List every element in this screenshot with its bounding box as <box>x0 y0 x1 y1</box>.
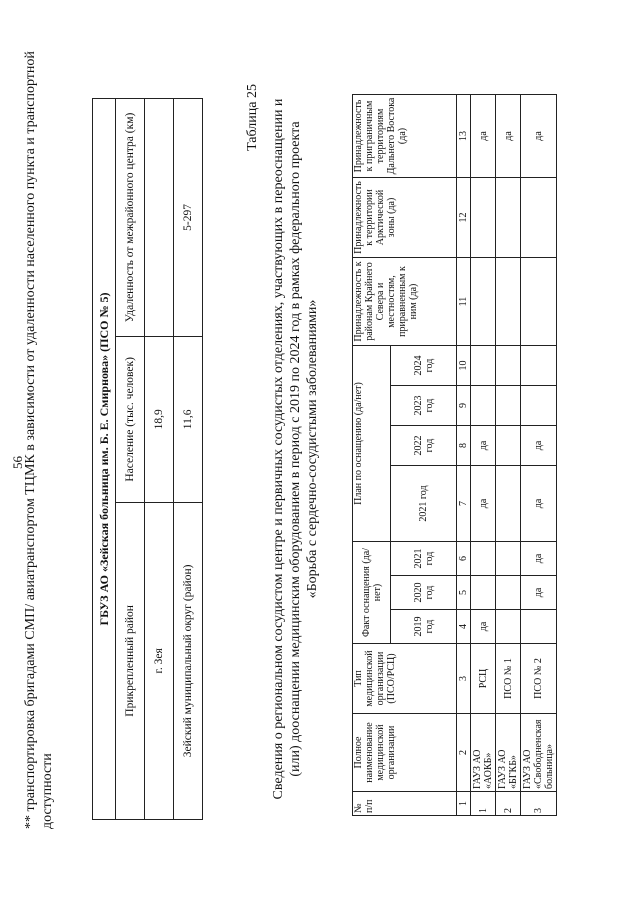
header-year: 2021 год <box>391 466 457 542</box>
row-cell: да <box>471 426 496 466</box>
row-cell: да <box>521 542 557 576</box>
table-label: Таблица 25 <box>245 84 260 151</box>
row-cell <box>496 386 521 426</box>
header-arctic: Принадлежность к территории Арктической зоны (да) <box>353 178 457 258</box>
table-row <box>174 99 203 820</box>
table1-cell: 18,9 <box>145 336 174 502</box>
col-number: 10 <box>457 346 471 386</box>
col-number: 8 <box>457 426 471 466</box>
table1-header-distance: Удаленность от межрайонного центра (км) <box>116 99 145 337</box>
row-cell <box>471 542 496 576</box>
table-row <box>496 95 521 816</box>
row-cell: ГАУЗ АО «БГКБ» <box>496 714 521 792</box>
header-far-north: Принадлежность к районам Крайнего Севера и местностям, приравненным к ним (да) <box>353 258 457 346</box>
header-far-east: Принадлежность к приграничным территориям Дальнего Востока (да) <box>353 95 457 178</box>
row-cell <box>471 178 496 258</box>
row-cell <box>496 466 521 542</box>
table1-cell: 5-297 <box>174 99 203 337</box>
header-fact: Факт оснащения (да/нет) <box>353 542 391 644</box>
row-cell: да <box>496 95 521 178</box>
table1-header-district: Прикрепленный район <box>116 502 145 819</box>
row-cell: да <box>521 426 557 466</box>
col-number: 13 <box>457 95 471 178</box>
row-cell: да <box>471 95 496 178</box>
row-cell <box>471 386 496 426</box>
page-number: 56 <box>10 456 25 469</box>
heading-line-3: «Борьба с сердечно-сосудистыми заболеваниями» <box>305 299 320 599</box>
col-number: 6 <box>457 542 471 576</box>
table1-header-population: Население (тыс. человек) <box>116 336 145 502</box>
row-cell <box>471 346 496 386</box>
col-number: 9 <box>457 386 471 426</box>
table1-cell: 11,6 <box>174 336 203 502</box>
table-row <box>471 95 496 816</box>
row-cell: ПСО № 1 <box>496 644 521 714</box>
col-number: 1 <box>457 792 471 816</box>
table-row <box>145 99 174 820</box>
row-cell <box>521 258 557 346</box>
row-cell: да <box>521 95 557 178</box>
row-cell: ГАУЗ АО «АОКБ» <box>471 714 496 792</box>
col-number: 12 <box>457 178 471 258</box>
heading-line-2: (или) дооснащении медицинским оборудованием в период с 2019 по 2024 год в рамках федерального проекта <box>288 121 303 777</box>
table2-heading <box>270 54 321 844</box>
header-year: 2023 год <box>391 386 457 426</box>
table-zeya-pso5 <box>92 98 203 820</box>
col-number: 4 <box>457 610 471 644</box>
row-cell: 1 <box>471 792 496 816</box>
table1-cell <box>145 99 174 337</box>
row-cell <box>496 258 521 346</box>
heading-line-1: Сведения о региональном сосудистом центре и первичных сосудистых отделениях, участвующих в переоснащении и <box>271 98 286 800</box>
col-number: 7 <box>457 466 471 542</box>
row-cell <box>496 542 521 576</box>
col-number: 3 <box>457 644 471 714</box>
row-cell: ПСО № 2 <box>521 644 557 714</box>
header-year: 2024 год <box>391 346 457 386</box>
table1-title: ГБУЗ АО «Зейская больница им. Б. Е. Смирнова» (ПСО № 5) <box>93 99 116 820</box>
row-cell: ГАУЗ АО «Свободненская больница» <box>521 714 557 792</box>
col-number: 11 <box>457 258 471 346</box>
row-cell <box>496 178 521 258</box>
footnote: ** транспортировка бригадами СМП/ авиатранспортом ТЦМК в зависимости от удаленности населенного пункта и транспортной доступности <box>23 51 55 829</box>
header-org-type: Тип медицинской организации (ПСО/РСЦ) <box>353 644 457 714</box>
table-vascular-centers <box>352 94 557 816</box>
row-cell <box>496 346 521 386</box>
row-cell <box>471 258 496 346</box>
col-number: 2 <box>457 714 471 792</box>
row-cell <box>496 576 521 610</box>
row-cell <box>521 346 557 386</box>
table1-cell: Зейский муниципальный округ (район) <box>174 502 203 819</box>
row-cell <box>471 576 496 610</box>
row-cell: РСЦ <box>471 644 496 714</box>
row-cell: 2 <box>496 792 521 816</box>
row-cell: да <box>521 466 557 542</box>
row-cell <box>521 610 557 644</box>
row-cell <box>496 610 521 644</box>
header-num: № п/п <box>353 792 457 816</box>
header-year: 2019 год <box>391 610 457 644</box>
row-cell <box>521 386 557 426</box>
row-cell: да <box>471 466 496 542</box>
row-cell: да <box>471 610 496 644</box>
header-year: 2020 год <box>391 576 457 610</box>
header-year: 2022 год <box>391 426 457 466</box>
row-cell <box>521 178 557 258</box>
row-cell: да <box>521 576 557 610</box>
row-cell: 3 <box>521 792 557 816</box>
col-number: 5 <box>457 576 471 610</box>
header-year: 2021 год <box>391 542 457 576</box>
header-plan: План по оснащению (да/нет) <box>353 346 391 542</box>
row-cell <box>496 426 521 466</box>
column-number-row <box>457 95 471 816</box>
header-org-name: Полное наименование медицинской организации <box>353 714 457 792</box>
table1-cell: г. Зея <box>145 502 174 819</box>
table-row <box>521 95 557 816</box>
